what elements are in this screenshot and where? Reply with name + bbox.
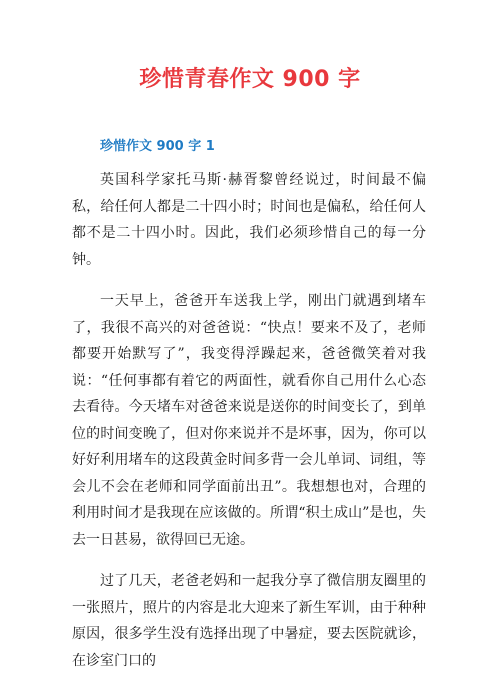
document-title: 珍惜青春作文 900 字 <box>139 67 361 92</box>
paragraph-3: 过了几天，老爸老妈和一起我分享了微信朋友圈里的一张照片，照片的内容是北大迎来了新生军训，由于种种原因，很多学生没有选择出现了中暑症，要去医院就诊，在诊室门口的 <box>72 573 426 669</box>
paragraph-2: 一天早上，爸爸开车送我上学，刚出门就遇到堵车了，我很不高兴的对爸爸说：“快点！要来不及了，老师都要开始默写了”，我变得浮躁起来，爸爸微笑着对我说：“任何事都有着它的两面性，就看你自己用什么心态去看待。今天堵车对爸爸来说是送你的时间变长了，到单位的时间变晚了，但对你来说并不是坏事，因为，你可以好好利用堵车的这段黄金时间多背一会儿单词、词组，等会儿不会在老师和同学面前出丑”。我想想也对，合理的利用时间才是我现在应该做的。所谓“积土成山”是也，失去一日甚易，欲得回已无途。 <box>72 293 426 548</box>
section-heading: 珍惜作文 900 字 1 <box>100 139 215 154</box>
paragraph-1: 英国科学家托马斯·赫胥黎曾经说过，时间最不偏私，给任何人都是二十四小时；时间也是偏私，给任何人都不是二十四小时。因此，我们必须珍惜自己的每一分钟。 <box>72 172 426 268</box>
article-body <box>72 167 426 689</box>
